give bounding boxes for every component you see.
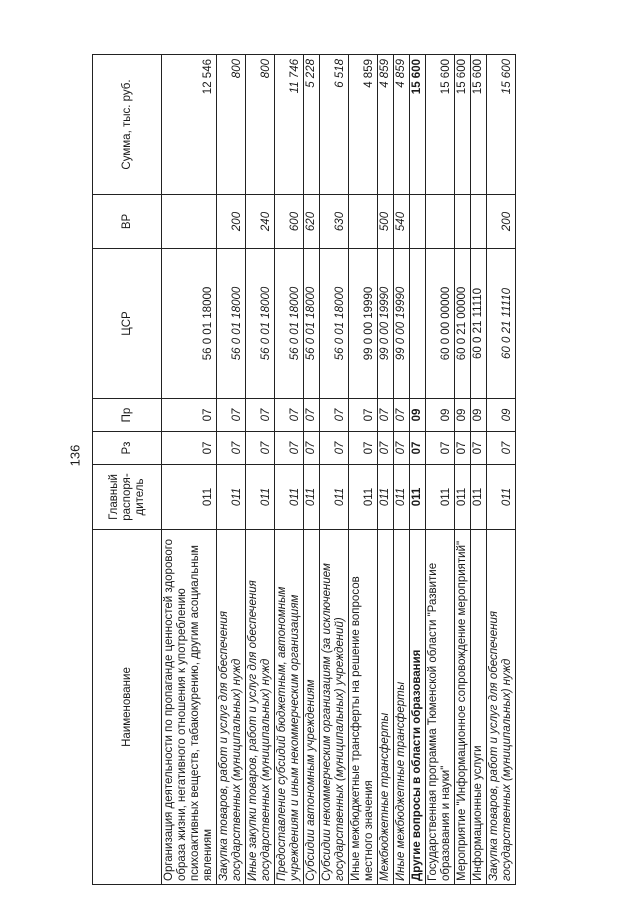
cell-name: Иные межбюджетные трансферты на решение вопросов местного значения [349, 530, 378, 885]
cell-csr: 99 0 00 19990 [349, 249, 378, 399]
cell-pr: 07 [246, 399, 275, 432]
cell-glavny: 011 [162, 465, 217, 530]
cell-rz: 07 [471, 432, 487, 465]
cell-glavny: 011 [275, 465, 304, 530]
cell-sum: 15 600 [426, 55, 455, 195]
table-row [320, 55, 349, 885]
cell-name: Субсидии автономным учреждениям [304, 530, 320, 885]
cell-rz: 07 [410, 432, 426, 465]
cell-vr: 600 [275, 195, 304, 249]
table-row [410, 55, 426, 885]
cell-rz: 07 [487, 432, 516, 465]
cell-vr [410, 195, 426, 249]
cell-rz: 07 [426, 432, 455, 465]
cell-name: Субсидии некоммерческим организациям (за исключением государственных (муниципальных) учреждений) [320, 530, 349, 885]
cell-glavny: 011 [394, 465, 410, 530]
cell-csr: 60 0 21 00000 [455, 249, 471, 399]
cell-name: Другие вопросы в области образования [410, 530, 426, 885]
cell-name: Предоставление субсидий бюджетным, автономным учреждениям и иным некоммерческим организациям [275, 530, 304, 885]
budget-table [92, 54, 516, 885]
cell-csr: 60 0 21 11110 [471, 249, 487, 399]
cell-glavny: 011 [217, 465, 246, 530]
cell-vr: 200 [217, 195, 246, 249]
cell-sum: 15 600 [410, 55, 426, 195]
cell-sum: 15 600 [487, 55, 516, 195]
cell-vr: 240 [246, 195, 275, 249]
table-row [304, 55, 320, 885]
cell-pr: 09 [487, 399, 516, 432]
cell-name: Государственная программа Тюменской области "Развитие образования и науки" [426, 530, 455, 885]
cell-pr: 07 [217, 399, 246, 432]
cell-name: Межбюджетные трансферты [378, 530, 394, 885]
cell-csr: 60 0 00 00000 [426, 249, 455, 399]
cell-rz: 07 [394, 432, 410, 465]
cell-csr: 56 0 01 18000 [304, 249, 320, 399]
cell-rz: 07 [455, 432, 471, 465]
cell-rz: 07 [246, 432, 275, 465]
table-row [394, 55, 410, 885]
table-row [275, 55, 304, 885]
cell-pr: 09 [426, 399, 455, 432]
cell-name: Информационные услуги [471, 530, 487, 885]
cell-sum: 11 746 [275, 55, 304, 195]
header-pr: Пр [93, 399, 162, 432]
cell-sum: 800 [217, 55, 246, 195]
cell-pr: 07 [349, 399, 378, 432]
table-row [426, 55, 455, 885]
cell-rz: 07 [349, 432, 378, 465]
cell-vr: 200 [487, 195, 516, 249]
cell-sum: 12 546 [162, 55, 217, 195]
table-row [246, 55, 275, 885]
cell-sum: 6 518 [320, 55, 349, 195]
cell-vr [349, 195, 378, 249]
cell-vr: 540 [394, 195, 410, 249]
header-csr: ЦСР [93, 249, 162, 399]
cell-glavny: 011 [426, 465, 455, 530]
table-row [162, 55, 217, 885]
cell-glavny: 011 [349, 465, 378, 530]
cell-glavny: 011 [410, 465, 426, 530]
cell-rz: 07 [320, 432, 349, 465]
cell-csr: 56 0 01 18000 [320, 249, 349, 399]
cell-rz: 07 [162, 432, 217, 465]
cell-csr: 60 0 21 11110 [487, 249, 516, 399]
header-rz: Рз [93, 432, 162, 465]
header-sum: Сумма, тыс. руб. [93, 55, 162, 195]
cell-pr: 07 [394, 399, 410, 432]
cell-csr: 99 0 00 19990 [394, 249, 410, 399]
table-row [217, 55, 246, 885]
cell-rz: 07 [304, 432, 320, 465]
table-row [378, 55, 394, 885]
table-row [455, 55, 471, 885]
table-row [487, 55, 516, 885]
cell-vr [162, 195, 217, 249]
cell-sum: 15 600 [471, 55, 487, 195]
cell-csr: 56 0 01 18000 [275, 249, 304, 399]
cell-pr: 09 [410, 399, 426, 432]
cell-pr: 09 [455, 399, 471, 432]
cell-pr: 07 [378, 399, 394, 432]
cell-sum: 800 [246, 55, 275, 195]
cell-glavny: 011 [455, 465, 471, 530]
cell-vr: 500 [378, 195, 394, 249]
budget-table-rotated [92, 55, 607, 885]
cell-glavny: 011 [320, 465, 349, 530]
header-name: Наименование [93, 530, 162, 885]
cell-name: Иные закупки товаров, работ и услуг для обеспечения государственных (муниципальных) нужд [246, 530, 275, 885]
cell-pr: 09 [471, 399, 487, 432]
cell-pr: 07 [275, 399, 304, 432]
cell-rz: 07 [275, 432, 304, 465]
cell-sum: 4 859 [349, 55, 378, 195]
header-glavny: Главный распоря-дитель [93, 465, 162, 530]
cell-name: Закупка товаров, работ и услуг для обеспечения государственных (муниципальных) нужд [487, 530, 516, 885]
cell-name: Мероприятие "Информационное сопровождение мероприятий" [455, 530, 471, 885]
cell-sum: 15 600 [455, 55, 471, 195]
cell-sum: 4 859 [378, 55, 394, 195]
cell-vr: 630 [320, 195, 349, 249]
cell-pr: 07 [162, 399, 217, 432]
cell-glavny: 011 [487, 465, 516, 530]
cell-csr: 56 0 01 18000 [217, 249, 246, 399]
table-row [471, 55, 487, 885]
cell-glavny: 011 [471, 465, 487, 530]
cell-csr: 56 0 01 18000 [162, 249, 217, 399]
cell-vr [426, 195, 455, 249]
cell-csr: 56 0 01 18000 [246, 249, 275, 399]
cell-rz: 07 [378, 432, 394, 465]
cell-csr: 99 0 00 19990 [378, 249, 394, 399]
cell-glavny: 011 [378, 465, 394, 530]
table-header-row [93, 55, 162, 885]
cell-vr: 620 [304, 195, 320, 249]
cell-csr [410, 249, 426, 399]
cell-pr: 07 [304, 399, 320, 432]
cell-sum: 5 228 [304, 55, 320, 195]
cell-sum: 4 859 [394, 55, 410, 195]
cell-name: Иные межбюджетные трансферты [394, 530, 410, 885]
cell-name: Организация деятельности по пропаганде ценностей здорового образа жизни, негативного отношения к употреблению психоактивных веществ, табакокурению, другим асоциальным явлениям [162, 530, 217, 885]
cell-vr [455, 195, 471, 249]
cell-vr [471, 195, 487, 249]
cell-glavny: 011 [304, 465, 320, 530]
cell-name: Закупка товаров, работ и услуг для обеспечения государственных (муниципальных) нужд [217, 530, 246, 885]
cell-glavny: 011 [246, 465, 275, 530]
cell-rz: 07 [217, 432, 246, 465]
header-vr: ВР [93, 195, 162, 249]
cell-pr: 07 [320, 399, 349, 432]
page-number: 136 [67, 444, 83, 467]
table-row [349, 55, 378, 885]
